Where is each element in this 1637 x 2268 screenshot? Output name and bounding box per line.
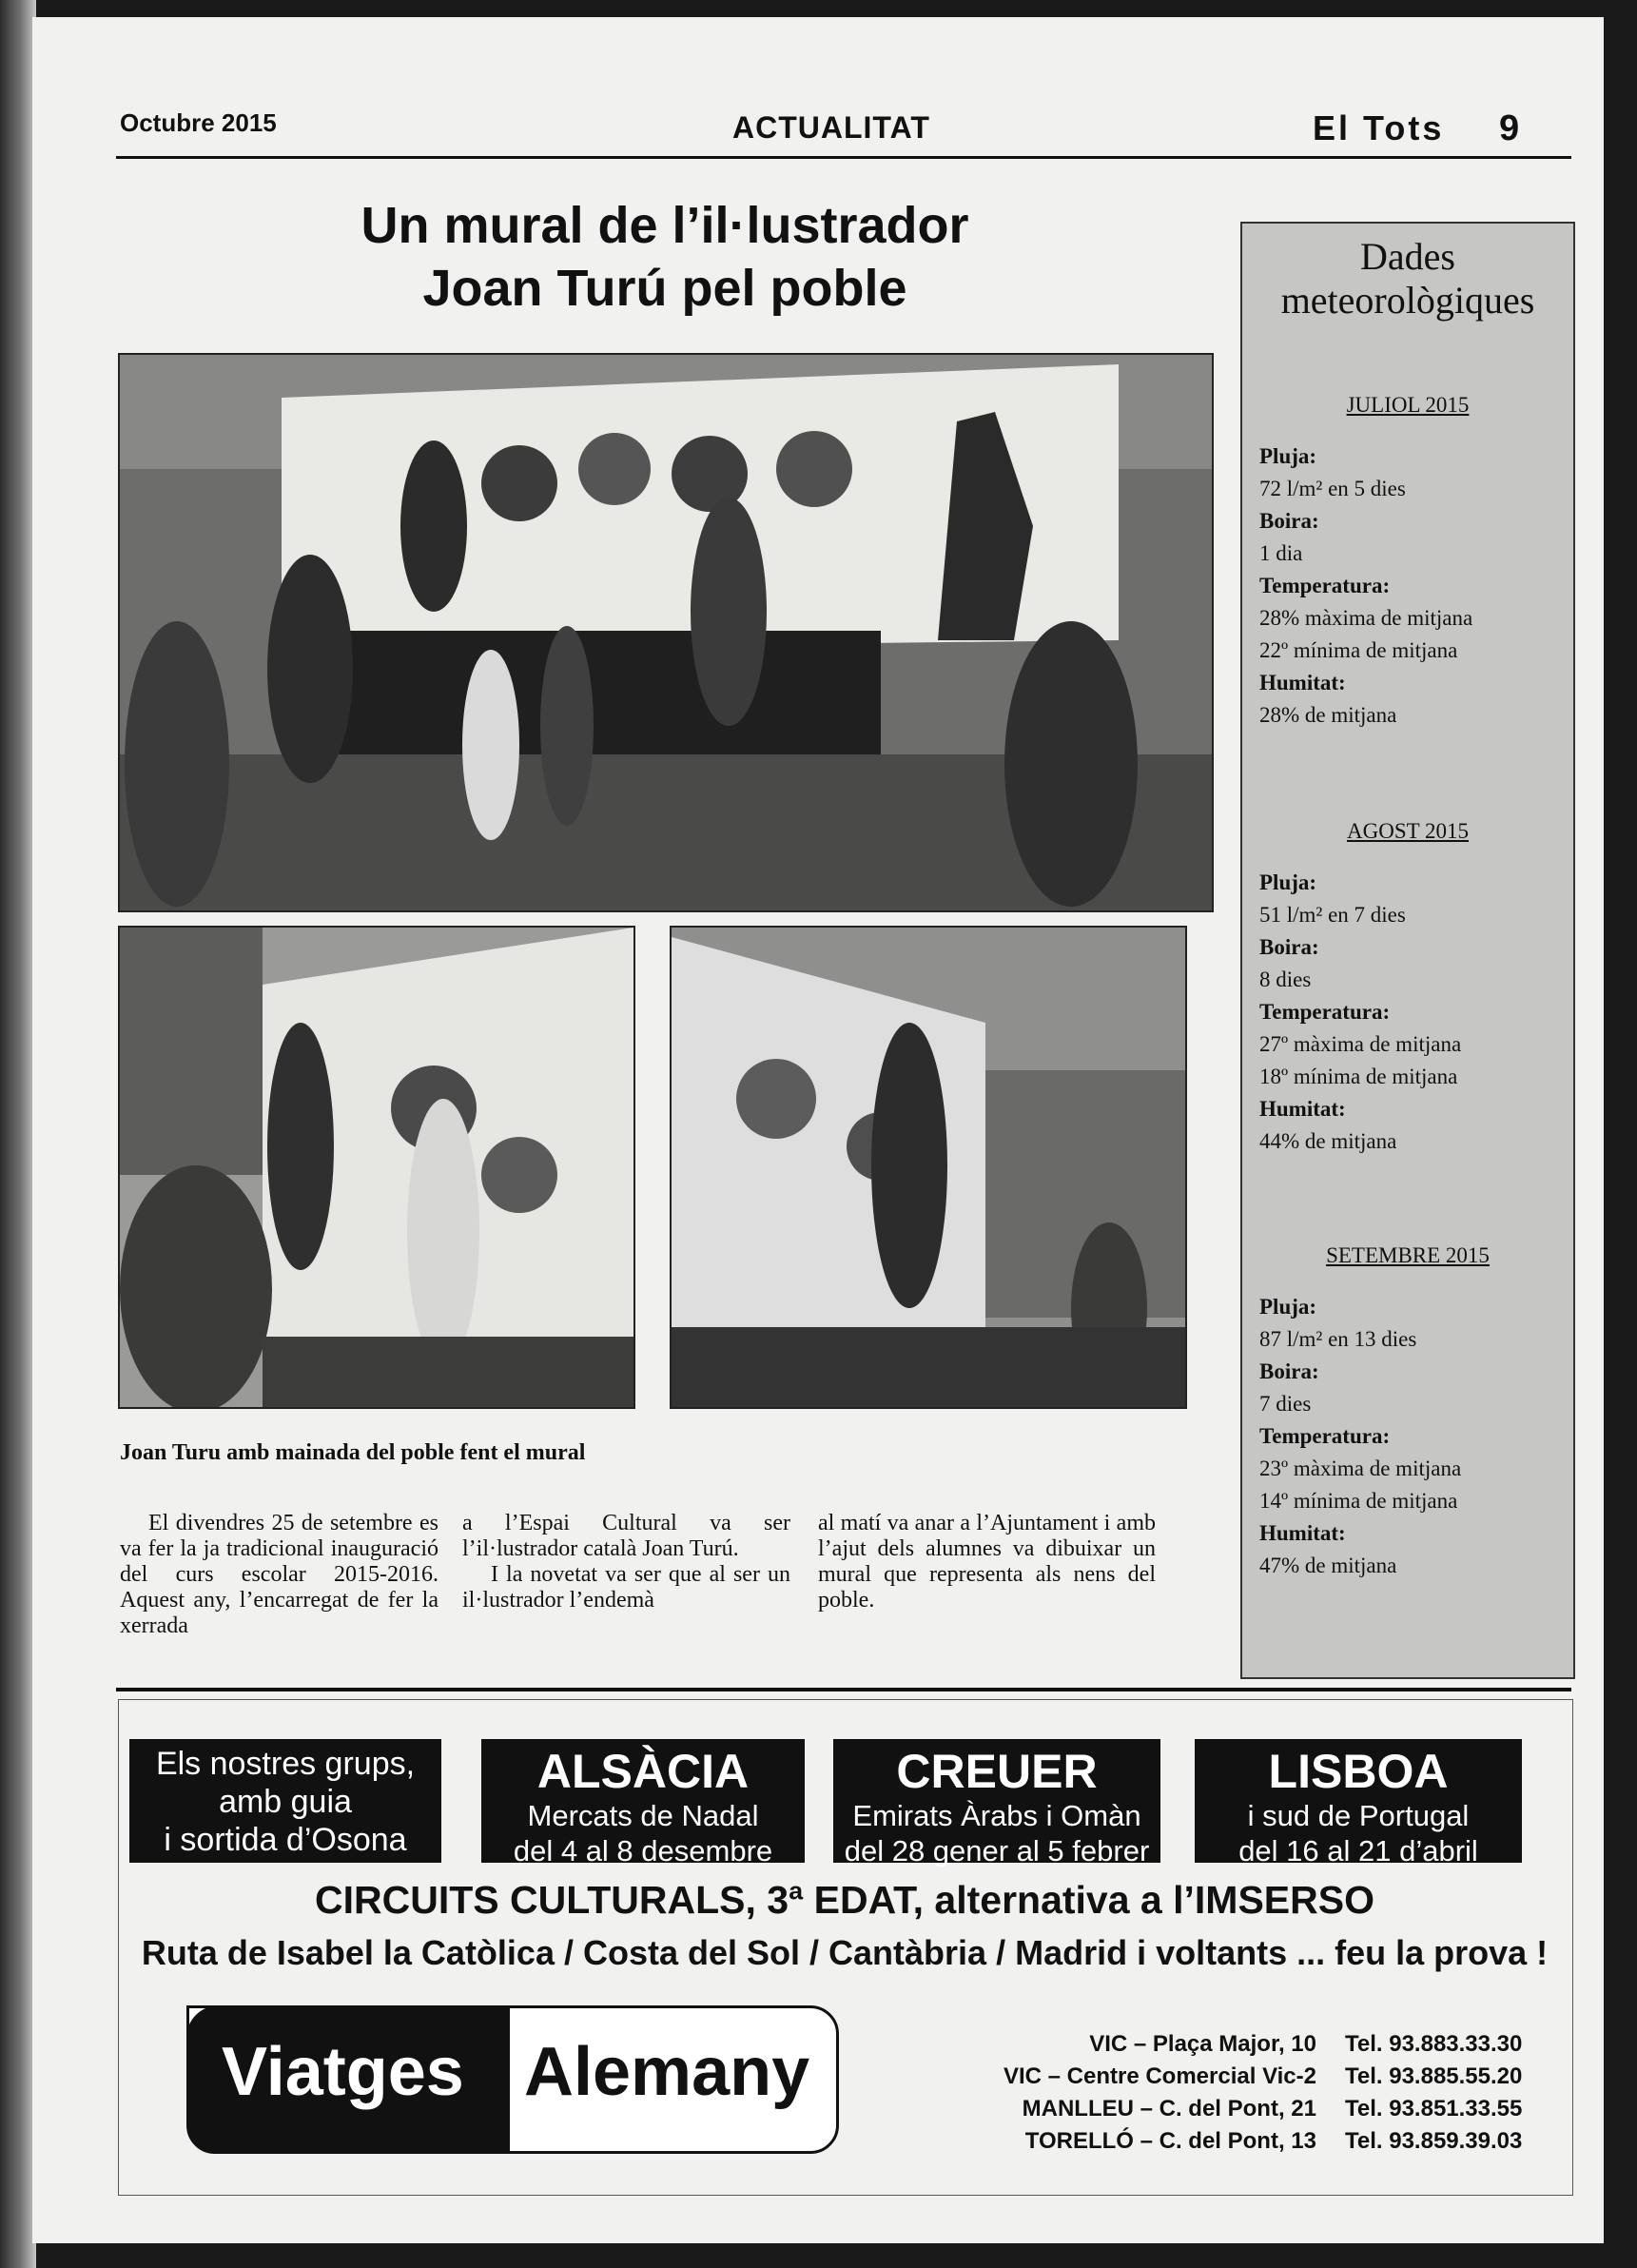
agency-logo-word-1: Viatges bbox=[222, 2034, 464, 2110]
ad-box-cruise bbox=[833, 1739, 1160, 1867]
office-address: TORELLÓ – C. del Pont, 13 bbox=[1024, 2128, 1316, 2154]
humidity-label: Humitat: bbox=[1259, 1521, 1346, 1545]
body-column-1-text: El divendres 25 de setembre es va fer la ja tradicional inauguració del curs escolar 2015-2016. Aquest any, l’encarregat de fer la xerrada bbox=[120, 1511, 438, 1638]
rain-value: 72 l/m² en 5 dies bbox=[1259, 477, 1406, 500]
ad-box-line1: Emirats Àrabs i Omàn bbox=[852, 1799, 1141, 1832]
humidity-value: 28% de mitjana bbox=[1259, 703, 1397, 727]
fog-value: 7 dies bbox=[1259, 1392, 1312, 1416]
rain-label: Pluja: bbox=[1259, 444, 1317, 468]
ad-box-line2: amb guia bbox=[219, 1784, 352, 1820]
body-column-2-text-b: I la novetat va ser que al ser un il·lustrador l’endemà bbox=[462, 1562, 790, 1613]
body-column-2 bbox=[462, 1511, 790, 1613]
header-rule bbox=[116, 156, 1571, 159]
body-column-3-text: al matí va anar a l’Ajuntament i amb l’ajut dels alumnes va dibuixar un mural que representa als nens del poble. bbox=[818, 1511, 1156, 1613]
ad-box-headline: CREUER bbox=[896, 1745, 1098, 1798]
temperature-label: Temperatura: bbox=[1259, 574, 1391, 597]
office-phones bbox=[1345, 2028, 1571, 2158]
month-stats bbox=[1242, 867, 1573, 1158]
body-column-2-text-a: a l’Espai Cultural va ser l’il·lustrador català Joan Turú. bbox=[462, 1511, 790, 1561]
ad-headline: CIRCUITS CULTURALS, 3ª EDAT, alternativa a l’IMSERSO bbox=[315, 1878, 1374, 1922]
publication-name: El Tots bbox=[1313, 108, 1445, 147]
office-phone: Tel. 93.859.39.03 bbox=[1345, 2128, 1523, 2154]
temperature-min: 14º mínima de mitjana bbox=[1259, 1489, 1458, 1513]
weather-month-september bbox=[1242, 1238, 1573, 1582]
ad-box-line3: i sortida d’Osona bbox=[164, 1822, 407, 1858]
ad-box-lisbon bbox=[1195, 1739, 1522, 1867]
fog-label: Boira: bbox=[1259, 1359, 1319, 1383]
office-addresses bbox=[803, 2028, 1316, 2158]
office-phone: Tel. 93.851.33.55 bbox=[1345, 2096, 1523, 2121]
page-number: 9 bbox=[1499, 108, 1520, 148]
newspaper-page bbox=[32, 17, 1604, 2243]
ad-top-rule bbox=[116, 1688, 1571, 1691]
month-stats bbox=[1242, 1291, 1573, 1582]
mural-photo-main-image bbox=[120, 355, 1212, 910]
month-stats bbox=[1242, 440, 1573, 732]
mural-photo-left-image bbox=[120, 928, 633, 1407]
ad-box-line1: Mercats de Nadal bbox=[527, 1799, 759, 1832]
office-address: VIC – Plaça Major, 10 bbox=[1089, 2031, 1316, 2057]
office-address: VIC – Centre Comercial Vic-2 bbox=[1003, 2063, 1316, 2089]
article-title bbox=[118, 194, 1212, 320]
weather-title bbox=[1242, 235, 1573, 323]
fog-value: 1 dia bbox=[1259, 541, 1303, 565]
mural-photo-right bbox=[670, 926, 1187, 1409]
agency-logo-word-2: Alemany bbox=[524, 2034, 810, 2110]
office-phone: Tel. 93.883.33.30 bbox=[1345, 2031, 1523, 2057]
ad-box-line2: del 16 al 21 d’abril bbox=[1238, 1834, 1478, 1867]
temperature-max: 27º màxima de mitjana bbox=[1259, 1032, 1462, 1056]
mural-photo-right-image bbox=[672, 928, 1185, 1407]
fog-value: 8 dies bbox=[1259, 968, 1312, 991]
weather-month-august bbox=[1242, 813, 1573, 1158]
ad-routes: Ruta de Isabel la Catòlica / Costa del Sol / Cantàbria / Madrid i voltants ... feu la prova ! bbox=[141, 1933, 1549, 1972]
mural-photo-main bbox=[118, 353, 1214, 912]
body-column-1 bbox=[120, 1511, 438, 1639]
article-title-line2: Joan Turú pel poble bbox=[422, 260, 907, 317]
humidity-value: 47% de mitjana bbox=[1259, 1554, 1397, 1577]
ad-box-line2: del 28 gener al 5 febrer bbox=[844, 1834, 1150, 1867]
fog-label: Boira: bbox=[1259, 509, 1319, 533]
office-address: MANLLEU – C. del Pont, 21 bbox=[1022, 2096, 1316, 2121]
ad-box-groups bbox=[129, 1739, 441, 1863]
travel-advertisement bbox=[118, 1699, 1571, 2194]
office-phone: Tel. 93.885.55.20 bbox=[1345, 2063, 1523, 2089]
mural-photo-left bbox=[118, 926, 635, 1409]
weather-month-july bbox=[1242, 387, 1573, 732]
ad-box-headline: LISBOA bbox=[1268, 1745, 1449, 1798]
temperature-min: 18º mínima de mitjana bbox=[1259, 1065, 1458, 1088]
month-title: SETEMBRE 2015 bbox=[1326, 1243, 1490, 1267]
temperature-label: Temperatura: bbox=[1259, 1000, 1391, 1024]
temperature-max: 23º màxima de mitjana bbox=[1259, 1457, 1462, 1480]
ad-box-line1: Els nostres grups, bbox=[155, 1746, 416, 1782]
month-title: AGOST 2015 bbox=[1346, 819, 1469, 843]
weather-title-line2: meteorològiques bbox=[1280, 279, 1535, 322]
photo-caption: Joan Turu amb mainada del poble fent el mural bbox=[120, 1440, 586, 1465]
rain-label: Pluja: bbox=[1259, 1295, 1317, 1319]
rain-value: 51 l/m² en 7 dies bbox=[1259, 903, 1406, 927]
rain-value: 87 l/m² en 13 dies bbox=[1259, 1327, 1417, 1351]
month-title: JULIOL 2015 bbox=[1346, 393, 1470, 417]
temperature-label: Temperatura: bbox=[1259, 1424, 1391, 1448]
body-column-3 bbox=[818, 1511, 1156, 1613]
issue-date: Octubre 2015 bbox=[120, 108, 277, 137]
ad-box-line1: i sud de Portugal bbox=[1247, 1799, 1470, 1832]
ad-box-alsace bbox=[481, 1739, 805, 1867]
temperature-max: 28% màxima de mitjana bbox=[1259, 606, 1473, 630]
humidity-label: Humitat: bbox=[1259, 1097, 1346, 1121]
ad-box-line2: del 4 al 8 desembre bbox=[513, 1834, 773, 1867]
humidity-value: 44% de mitjana bbox=[1259, 1129, 1397, 1153]
ad-box-headline: ALSÀCIA bbox=[536, 1745, 750, 1798]
section-name: ACTUALITAT bbox=[732, 110, 930, 145]
fog-label: Boira: bbox=[1259, 935, 1319, 959]
agency-logo bbox=[186, 2005, 839, 2154]
weather-title-line1: Dades bbox=[1360, 235, 1455, 278]
article-title-line1: Un mural de l’il·lustrador bbox=[361, 197, 969, 254]
humidity-label: Humitat: bbox=[1259, 671, 1346, 694]
temperature-min: 22º mínima de mitjana bbox=[1259, 638, 1458, 662]
binding-shadow bbox=[0, 0, 36, 2268]
weather-sidebar bbox=[1240, 222, 1575, 1679]
rain-label: Pluja: bbox=[1259, 870, 1317, 894]
